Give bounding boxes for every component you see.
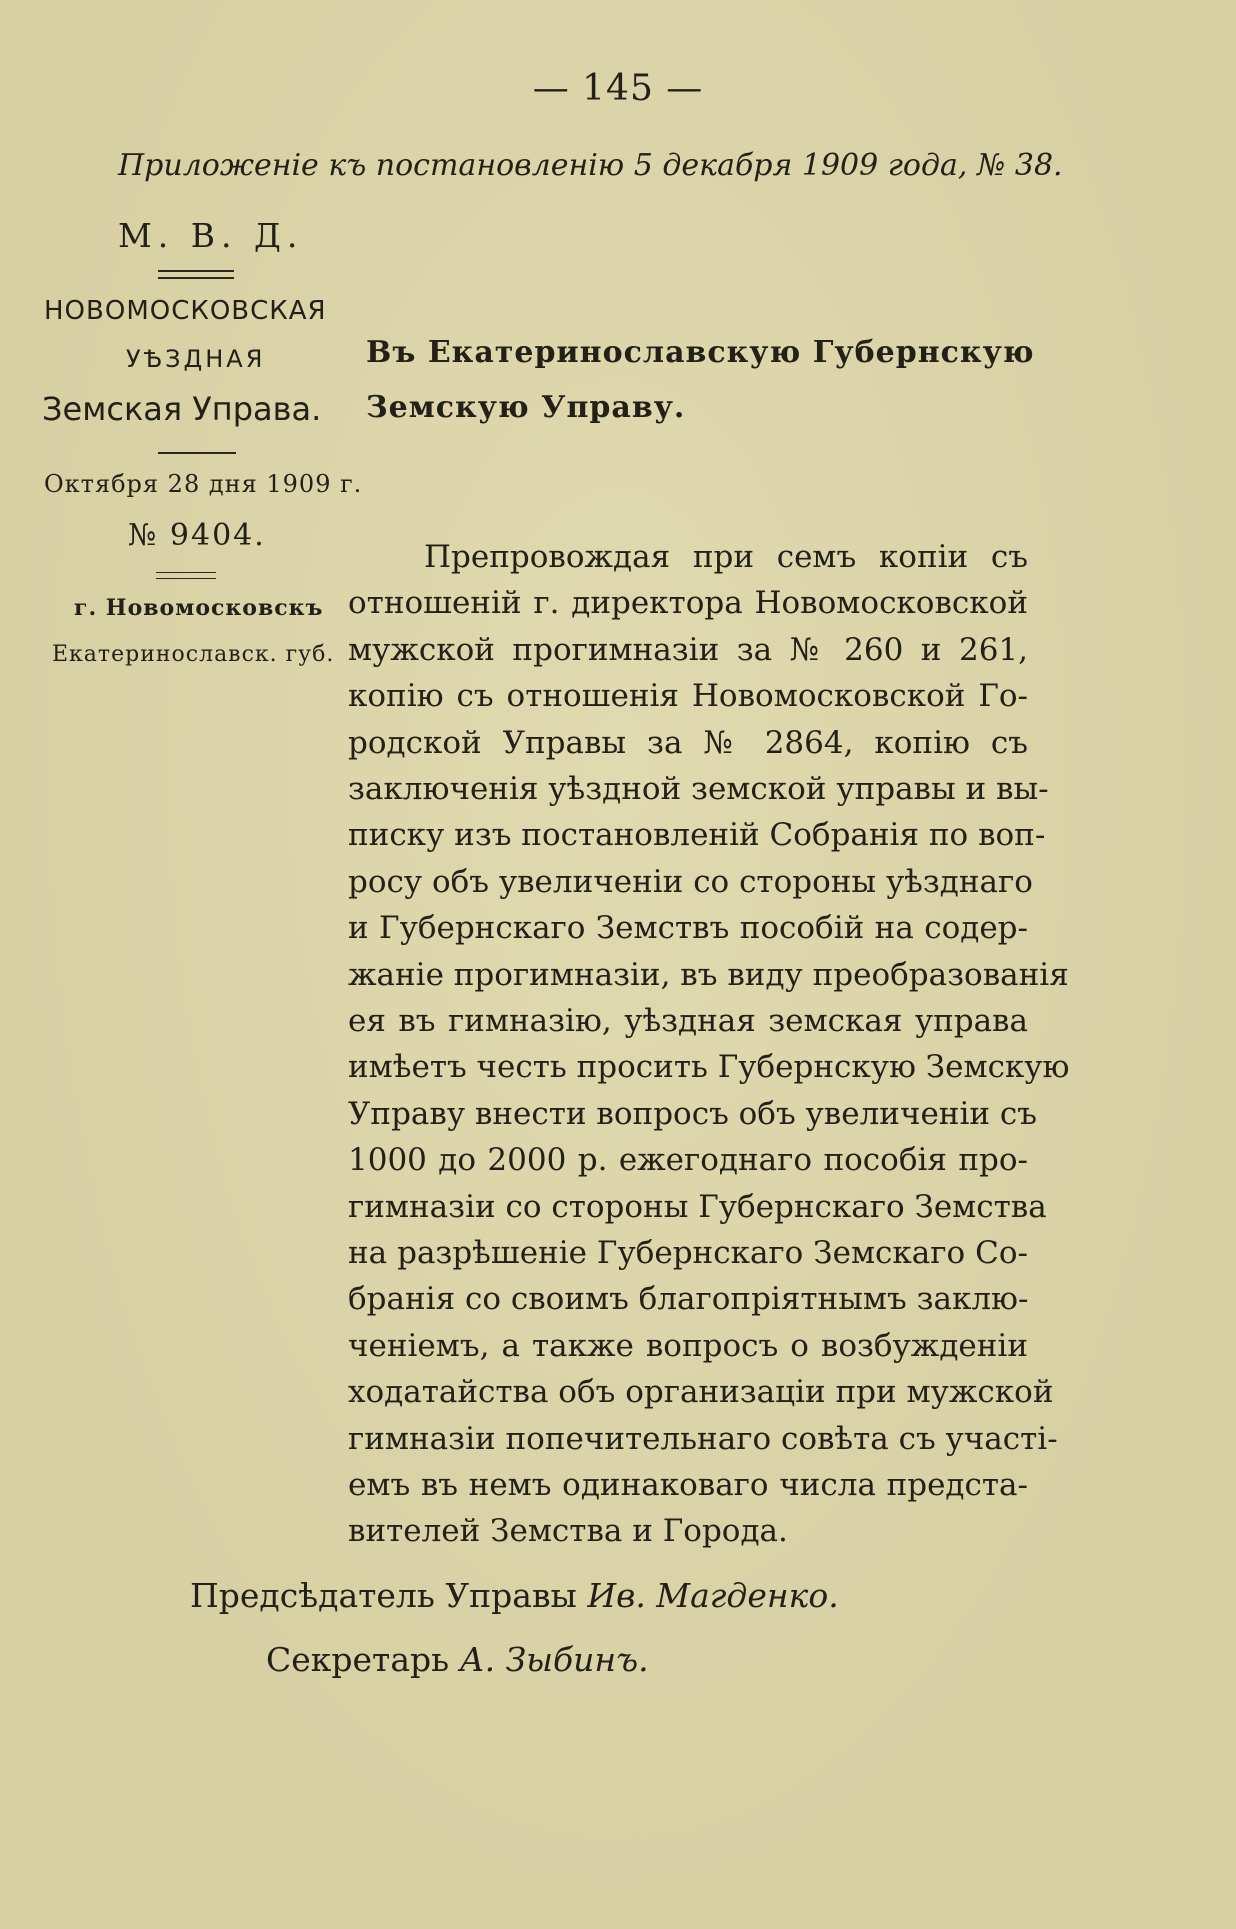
- divider-rule: [158, 277, 234, 279]
- body-line: гимназіи со стороны Губернскаго Земства: [348, 1188, 1047, 1225]
- secretary-signature: [266, 1640, 649, 1679]
- divider-rule: [158, 270, 234, 272]
- sender-province: Екатеринославск. губ.: [52, 642, 335, 667]
- body-line: родской Управы за № 2864, копію съ: [348, 724, 1028, 761]
- body-line: Управу внести вопросъ объ увеличеніи съ: [348, 1095, 1037, 1132]
- body-line: жаніе прогимназіи, въ виду преобразованія: [348, 956, 1069, 993]
- secretary-title: Секретарь: [266, 1640, 450, 1679]
- secretary-name: А. Зыбинъ.: [459, 1640, 649, 1679]
- letter-number: № 9404.: [128, 518, 266, 553]
- divider-rule: [158, 452, 236, 454]
- body-line: Препровождая при семъ копіи съ: [424, 539, 1028, 575]
- sender-line-2: УѢЗДНАЯ: [126, 345, 266, 373]
- body-line: имѣетъ честь просить Губернскую Земскую: [348, 1049, 1070, 1086]
- body-line: ходатайства объ организаціи при мужской: [348, 1374, 1054, 1411]
- chairman-signature: [190, 1576, 839, 1615]
- body-line: копію съ отношенія Новомосковской Го-: [348, 678, 1028, 715]
- chairman-title: Предсѣдатель Управы: [190, 1576, 577, 1615]
- body-line: отношеній г. директора Новомосковской: [348, 585, 1028, 622]
- appendix-note: Приложеніе къ постановленію 5 декабря 1909 года, № 38.: [118, 148, 1063, 183]
- body-line: емъ въ немъ одинаковаго числа предста-: [348, 1467, 1028, 1503]
- divider-rule: [156, 578, 216, 579]
- body-line: росу объ увеличеніи со стороны уѣзднаго: [348, 863, 1033, 900]
- body-line: и Губернскаго Земствъ пособій на содер-: [348, 910, 1028, 947]
- body-line: мужской прогимназіи за № 260 и 261,: [348, 631, 1028, 668]
- body-line: ея въ гимназію, уѣздная земская управа: [348, 1003, 1028, 1039]
- letter-date: Октября 28 дня 1909 г.: [44, 470, 363, 498]
- chairman-name: Ив. Магденко.: [587, 1576, 839, 1615]
- divider-rule: [156, 572, 216, 573]
- ministry-abbreviation: М. В. Д.: [118, 216, 304, 255]
- body-line: вителей Земства и Города.: [348, 1513, 788, 1550]
- body-line: на разрѣшеніе Губернскаго Земскаго Со-: [348, 1235, 1028, 1271]
- addressee-line-1: Въ Екатеринославскую Губернскую: [366, 335, 1035, 370]
- sender-line-3: Земская Управа.: [42, 390, 322, 428]
- body-line: 1000 до 2000 р. ежегоднаго пособія про-: [348, 1142, 1028, 1179]
- addressee-line-2: Земскую Управу.: [366, 390, 686, 425]
- body-line: бранія со своимъ благопріятнымъ заклю-: [348, 1281, 1029, 1318]
- sender-line-1: НОВОМОСКОВСКАЯ: [44, 296, 327, 326]
- body-line: ченіемъ, а также вопросъ о возбужденіи: [348, 1327, 1028, 1364]
- body-line: писку изъ постановленій Собранія по воп-: [348, 817, 1046, 854]
- body-line: гимназіи попечительнаго совѣта съ участі-: [348, 1420, 1058, 1457]
- body-line: заключенія уѣздной земской управы и вы-: [348, 771, 1049, 807]
- page-number: — 145 —: [532, 68, 704, 109]
- sender-city: г. Новомосковскъ: [74, 595, 324, 621]
